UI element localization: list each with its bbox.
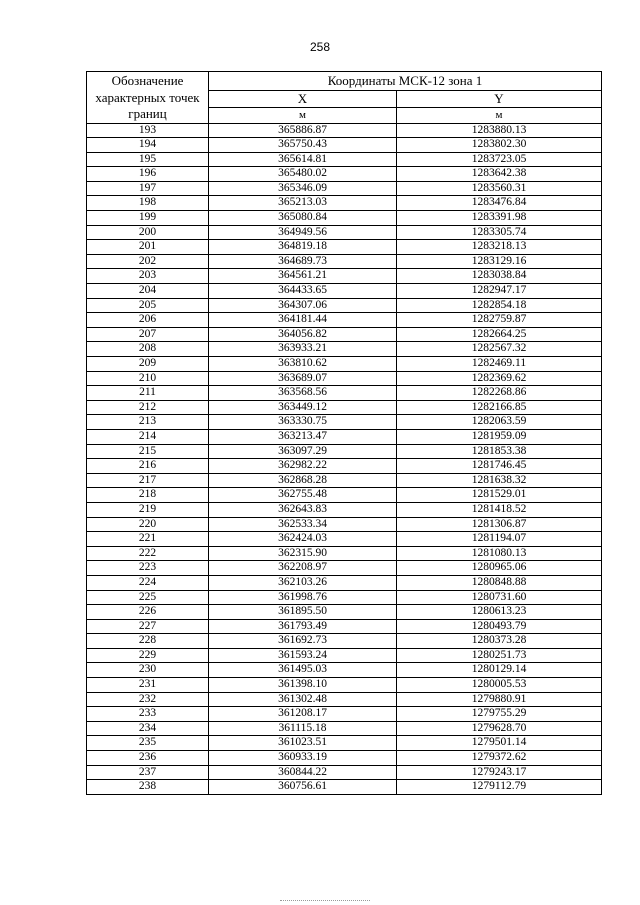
x-coordinate-cell: 361023.51 bbox=[209, 736, 397, 751]
x-coordinate-cell: 361692.73 bbox=[209, 634, 397, 649]
y-coordinate-cell: 1283642.38 bbox=[397, 167, 602, 182]
coordinates-table bbox=[86, 71, 602, 795]
point-number-cell: 212 bbox=[87, 400, 209, 415]
x-coordinate-cell: 365614.81 bbox=[209, 152, 397, 167]
table-row bbox=[87, 663, 602, 678]
y-coordinate-cell: 1281194.07 bbox=[397, 532, 602, 547]
x-coordinate-cell: 363810.62 bbox=[209, 357, 397, 372]
x-coordinate-cell: 363689.07 bbox=[209, 371, 397, 386]
x-coordinate-cell: 365346.09 bbox=[209, 181, 397, 196]
x-coordinate-cell: 364307.06 bbox=[209, 298, 397, 313]
y-coordinate-cell: 1282854.18 bbox=[397, 298, 602, 313]
y-coordinate-cell: 1283218.13 bbox=[397, 240, 602, 255]
x-coordinate-cell: 362755.48 bbox=[209, 488, 397, 503]
point-number-cell: 209 bbox=[87, 357, 209, 372]
x-coordinate-cell: 365750.43 bbox=[209, 138, 397, 153]
x-coordinate-cell: 361302.48 bbox=[209, 692, 397, 707]
table-row bbox=[87, 138, 602, 153]
point-number-cell: 195 bbox=[87, 152, 209, 167]
table-row bbox=[87, 648, 602, 663]
y-coordinate-cell: 1280613.23 bbox=[397, 605, 602, 620]
table-row bbox=[87, 371, 602, 386]
point-number-cell: 211 bbox=[87, 386, 209, 401]
x-coordinate-cell: 363933.21 bbox=[209, 342, 397, 357]
point-number-cell: 235 bbox=[87, 736, 209, 751]
table-row bbox=[87, 546, 602, 561]
table-row bbox=[87, 605, 602, 620]
point-number-cell: 233 bbox=[87, 707, 209, 722]
y-coordinate-cell: 1283391.98 bbox=[397, 211, 602, 226]
page-bottom-edge bbox=[280, 900, 370, 901]
table-row bbox=[87, 678, 602, 693]
y-coordinate-cell: 1279243.17 bbox=[397, 765, 602, 780]
x-coordinate-cell: 362315.90 bbox=[209, 546, 397, 561]
point-number-cell: 219 bbox=[87, 502, 209, 517]
table-row bbox=[87, 473, 602, 488]
y-coordinate-cell: 1280373.28 bbox=[397, 634, 602, 649]
y-coordinate-cell: 1281853.38 bbox=[397, 444, 602, 459]
unit-y: м bbox=[397, 107, 602, 123]
y-coordinate-cell: 1283476.84 bbox=[397, 196, 602, 211]
point-number-cell: 213 bbox=[87, 415, 209, 430]
y-coordinate-cell: 1280251.73 bbox=[397, 648, 602, 663]
y-coordinate-cell: 1279755.29 bbox=[397, 707, 602, 722]
point-number-cell: 220 bbox=[87, 517, 209, 532]
y-coordinate-cell: 1279501.14 bbox=[397, 736, 602, 751]
x-coordinate-cell: 364949.56 bbox=[209, 225, 397, 240]
y-coordinate-cell: 1280731.60 bbox=[397, 590, 602, 605]
x-coordinate-cell: 361115.18 bbox=[209, 721, 397, 736]
table-row bbox=[87, 517, 602, 532]
unit-x: м bbox=[209, 107, 397, 123]
point-number-cell: 238 bbox=[87, 780, 209, 795]
table-row bbox=[87, 488, 602, 503]
x-coordinate-cell: 364819.18 bbox=[209, 240, 397, 255]
point-number-cell: 226 bbox=[87, 605, 209, 620]
point-number-cell: 222 bbox=[87, 546, 209, 561]
point-number-cell: 197 bbox=[87, 181, 209, 196]
table-row bbox=[87, 502, 602, 517]
point-number-cell: 217 bbox=[87, 473, 209, 488]
point-number-cell: 204 bbox=[87, 284, 209, 299]
table-row bbox=[87, 780, 602, 795]
point-number-cell: 205 bbox=[87, 298, 209, 313]
y-coordinate-cell: 1282664.25 bbox=[397, 327, 602, 342]
y-coordinate-cell: 1281746.45 bbox=[397, 459, 602, 474]
table-row bbox=[87, 254, 602, 269]
header-point-designation: Обозначение характерных точек границ bbox=[87, 72, 209, 124]
x-coordinate-cell: 361793.49 bbox=[209, 619, 397, 634]
point-number-cell: 193 bbox=[87, 123, 209, 138]
x-coordinate-cell: 361208.17 bbox=[209, 707, 397, 722]
point-number-cell: 221 bbox=[87, 532, 209, 547]
table-row bbox=[87, 284, 602, 299]
table-row bbox=[87, 736, 602, 751]
x-coordinate-cell: 361495.03 bbox=[209, 663, 397, 678]
y-coordinate-cell: 1283880.13 bbox=[397, 123, 602, 138]
point-number-cell: 199 bbox=[87, 211, 209, 226]
table-row bbox=[87, 400, 602, 415]
point-number-cell: 227 bbox=[87, 619, 209, 634]
y-coordinate-cell: 1279372.62 bbox=[397, 751, 602, 766]
y-coordinate-cell: 1283038.84 bbox=[397, 269, 602, 284]
y-coordinate-cell: 1282469.11 bbox=[397, 357, 602, 372]
x-coordinate-cell: 362982.22 bbox=[209, 459, 397, 474]
x-coordinate-cell: 364433.65 bbox=[209, 284, 397, 299]
point-number-cell: 234 bbox=[87, 721, 209, 736]
x-coordinate-cell: 363449.12 bbox=[209, 400, 397, 415]
y-coordinate-cell: 1280493.79 bbox=[397, 619, 602, 634]
table-row bbox=[87, 415, 602, 430]
table-row bbox=[87, 167, 602, 182]
point-number-cell: 203 bbox=[87, 269, 209, 284]
y-coordinate-cell: 1279880.91 bbox=[397, 692, 602, 707]
y-coordinate-cell: 1279628.70 bbox=[397, 721, 602, 736]
x-coordinate-cell: 363330.75 bbox=[209, 415, 397, 430]
point-number-cell: 236 bbox=[87, 751, 209, 766]
page-number: 258 bbox=[309, 40, 331, 54]
y-coordinate-cell: 1281306.87 bbox=[397, 517, 602, 532]
y-coordinate-cell: 1283560.31 bbox=[397, 181, 602, 196]
x-coordinate-cell: 360756.61 bbox=[209, 780, 397, 795]
table-row bbox=[87, 429, 602, 444]
y-coordinate-cell: 1281418.52 bbox=[397, 502, 602, 517]
point-number-cell: 237 bbox=[87, 765, 209, 780]
y-coordinate-cell: 1281959.09 bbox=[397, 429, 602, 444]
x-coordinate-cell: 365213.03 bbox=[209, 196, 397, 211]
y-coordinate-cell: 1283723.05 bbox=[397, 152, 602, 167]
x-coordinate-cell: 364561.21 bbox=[209, 269, 397, 284]
table-row bbox=[87, 751, 602, 766]
table-row bbox=[87, 532, 602, 547]
point-number-cell: 228 bbox=[87, 634, 209, 649]
x-coordinate-cell: 362533.34 bbox=[209, 517, 397, 532]
point-number-cell: 198 bbox=[87, 196, 209, 211]
point-number-cell: 223 bbox=[87, 561, 209, 576]
y-coordinate-cell: 1280129.14 bbox=[397, 663, 602, 678]
x-coordinate-cell: 362424.03 bbox=[209, 532, 397, 547]
point-number-cell: 194 bbox=[87, 138, 209, 153]
table-row bbox=[87, 313, 602, 328]
x-coordinate-cell: 363568.56 bbox=[209, 386, 397, 401]
y-coordinate-cell: 1282567.32 bbox=[397, 342, 602, 357]
table-row bbox=[87, 269, 602, 284]
point-number-cell: 207 bbox=[87, 327, 209, 342]
point-number-cell: 214 bbox=[87, 429, 209, 444]
table-row bbox=[87, 765, 602, 780]
y-coordinate-cell: 1280848.88 bbox=[397, 575, 602, 590]
x-coordinate-cell: 364689.73 bbox=[209, 254, 397, 269]
y-coordinate-cell: 1282166.85 bbox=[397, 400, 602, 415]
x-coordinate-cell: 362868.28 bbox=[209, 473, 397, 488]
table-row bbox=[87, 342, 602, 357]
point-number-cell: 216 bbox=[87, 459, 209, 474]
y-coordinate-cell: 1280965.06 bbox=[397, 561, 602, 576]
table-row bbox=[87, 561, 602, 576]
y-coordinate-cell: 1282759.87 bbox=[397, 313, 602, 328]
table-row bbox=[87, 152, 602, 167]
x-coordinate-cell: 362643.83 bbox=[209, 502, 397, 517]
point-number-cell: 206 bbox=[87, 313, 209, 328]
x-coordinate-cell: 363213.47 bbox=[209, 429, 397, 444]
table-row bbox=[87, 692, 602, 707]
x-coordinate-cell: 362208.97 bbox=[209, 561, 397, 576]
header-x: X bbox=[209, 90, 397, 107]
y-coordinate-cell: 1282063.59 bbox=[397, 415, 602, 430]
x-coordinate-cell: 361398.10 bbox=[209, 678, 397, 693]
table-row bbox=[87, 721, 602, 736]
header-coordinates: Координаты МСК-12 зона 1 bbox=[209, 72, 602, 91]
table-body bbox=[87, 123, 602, 794]
x-coordinate-cell: 364056.82 bbox=[209, 327, 397, 342]
x-coordinate-cell: 365080.84 bbox=[209, 211, 397, 226]
x-coordinate-cell: 364181.44 bbox=[209, 313, 397, 328]
point-number-cell: 200 bbox=[87, 225, 209, 240]
table-row bbox=[87, 444, 602, 459]
table-row bbox=[87, 386, 602, 401]
point-number-cell: 231 bbox=[87, 678, 209, 693]
header-y: Y bbox=[397, 90, 602, 107]
table-row bbox=[87, 240, 602, 255]
table-row bbox=[87, 634, 602, 649]
table-row bbox=[87, 196, 602, 211]
y-coordinate-cell: 1283129.16 bbox=[397, 254, 602, 269]
y-coordinate-cell: 1282369.62 bbox=[397, 371, 602, 386]
point-number-cell: 196 bbox=[87, 167, 209, 182]
table-row bbox=[87, 619, 602, 634]
table-row bbox=[87, 357, 602, 372]
table-row bbox=[87, 459, 602, 474]
x-coordinate-cell: 361593.24 bbox=[209, 648, 397, 663]
y-coordinate-cell: 1281529.01 bbox=[397, 488, 602, 503]
x-coordinate-cell: 360933.19 bbox=[209, 751, 397, 766]
table-row bbox=[87, 211, 602, 226]
y-coordinate-cell: 1280005.53 bbox=[397, 678, 602, 693]
y-coordinate-cell: 1281638.32 bbox=[397, 473, 602, 488]
x-coordinate-cell: 360844.22 bbox=[209, 765, 397, 780]
y-coordinate-cell: 1283305.74 bbox=[397, 225, 602, 240]
table-row bbox=[87, 298, 602, 313]
point-number-cell: 215 bbox=[87, 444, 209, 459]
point-number-cell: 201 bbox=[87, 240, 209, 255]
point-number-cell: 202 bbox=[87, 254, 209, 269]
table-row bbox=[87, 225, 602, 240]
point-number-cell: 229 bbox=[87, 648, 209, 663]
x-coordinate-cell: 361998.76 bbox=[209, 590, 397, 605]
table-row bbox=[87, 575, 602, 590]
point-number-cell: 230 bbox=[87, 663, 209, 678]
table-row bbox=[87, 707, 602, 722]
y-coordinate-cell: 1281080.13 bbox=[397, 546, 602, 561]
point-number-cell: 232 bbox=[87, 692, 209, 707]
x-coordinate-cell: 365480.02 bbox=[209, 167, 397, 182]
table-row bbox=[87, 181, 602, 196]
table-row bbox=[87, 123, 602, 138]
x-coordinate-cell: 362103.26 bbox=[209, 575, 397, 590]
x-coordinate-cell: 361895.50 bbox=[209, 605, 397, 620]
y-coordinate-cell: 1282268.86 bbox=[397, 386, 602, 401]
x-coordinate-cell: 363097.29 bbox=[209, 444, 397, 459]
point-number-cell: 208 bbox=[87, 342, 209, 357]
table-row bbox=[87, 590, 602, 605]
point-number-cell: 224 bbox=[87, 575, 209, 590]
table-row bbox=[87, 327, 602, 342]
header-row-title bbox=[87, 72, 602, 91]
y-coordinate-cell: 1279112.79 bbox=[397, 780, 602, 795]
y-coordinate-cell: 1282947.17 bbox=[397, 284, 602, 299]
point-number-cell: 225 bbox=[87, 590, 209, 605]
point-number-cell: 218 bbox=[87, 488, 209, 503]
x-coordinate-cell: 365886.87 bbox=[209, 123, 397, 138]
point-number-cell: 210 bbox=[87, 371, 209, 386]
y-coordinate-cell: 1283802.30 bbox=[397, 138, 602, 153]
